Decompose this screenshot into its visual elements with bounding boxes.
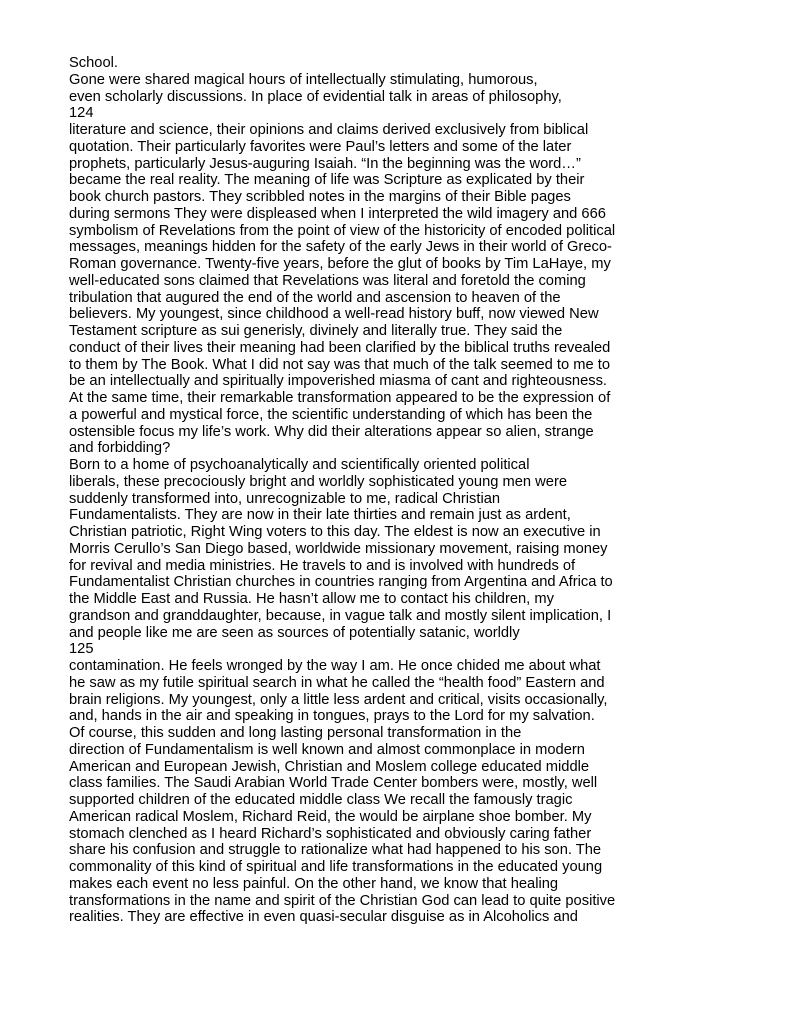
text-line: conduct of their lives their meaning had been clarified by the biblical truths revealed bbox=[69, 339, 611, 356]
text-line: School. bbox=[69, 55, 118, 71]
text-line: ostensible focus my life’s work. Why did their alterations appear so alien, strange bbox=[69, 423, 594, 440]
text-line: grandson and granddaughter, because, in vague talk and mostly silent implication, I bbox=[69, 607, 612, 624]
text-line: be an intellectually and spiritually impoverished miasma of cant and righteousness. bbox=[69, 373, 608, 390]
text-line: symbolism of Revelations from the point of view of the historicity of encoded political bbox=[69, 222, 616, 239]
text-line: Gone were shared magical hours of intellectually stimulating, humorous, bbox=[69, 71, 538, 88]
text-line: a powerful and mystical force, the scientific understanding of which has been the bbox=[69, 406, 593, 423]
text-line: American and European Jewish, Christian and Moslem college educated middle bbox=[69, 758, 590, 775]
text-line: Fundamentalists. They are now in their late thirties and remain just as ardent, bbox=[69, 507, 571, 524]
text-line: Morris Cerullo’s San Diego based, worldwide missionary movement, raising money bbox=[69, 540, 608, 557]
text-line: believers. My youngest, since childhood a well-read history buff, now viewed New bbox=[69, 306, 599, 323]
text-line: book church pastors. They scribbled notes in the margins of their Bible pages bbox=[69, 189, 571, 205]
text-line: Christian patriotic, Right Wing voters to this day. The eldest is now an executive in bbox=[69, 524, 601, 540]
text-line: transformations in the name and spirit of the Christian God can lead to quite positive bbox=[69, 892, 616, 909]
text-line: tribulation that augured the end of the world and ascension to heaven of the bbox=[69, 289, 561, 306]
text-line: for revival and media ministries. He travels to and is involved with hundreds of bbox=[69, 557, 576, 574]
text-line: and forbidding? bbox=[69, 440, 171, 457]
text-line: At the same time, their remarkable transformation appeared to be the expression of bbox=[69, 390, 611, 406]
text-line: 125 bbox=[69, 641, 94, 658]
text-line: messages, meanings hidden for the safety of the early Jews in their world of Greco- bbox=[69, 239, 612, 256]
text-line: Roman governance. Twenty-five years, before the glut of books by Tim LaHaye, my bbox=[69, 256, 611, 272]
text-line: became the real reality. The meaning of life was Scripture as explicated by their bbox=[69, 172, 585, 189]
text-line: suddenly transformed into, unrecognizable to me, radical Christian bbox=[69, 490, 501, 507]
text-line: and, hands in the air and speaking in tongues, prays to the Lord for my salvation. bbox=[69, 708, 595, 725]
text-line: brain religions. My youngest, only a little less ardent and critical, visits occasionally, bbox=[69, 691, 608, 708]
text-line: American radical Moslem, Richard Reid, the would be airplane shoe bomber. My bbox=[69, 808, 592, 825]
text-line: contamination. He feels wronged by the way I am. He once chided me about what bbox=[69, 658, 601, 674]
text-line: quotation. Their particularly favorites were Paul’s letters and some of the later bbox=[69, 138, 572, 155]
text-line: Testament scripture as sui generisly, divinely and literally true. They said the bbox=[69, 323, 563, 339]
text-line: supported children of the educated middle class We recall the famously tragic bbox=[69, 792, 573, 808]
text-line: to them by The Book. What I did not say was that much of the talk seemed to me to bbox=[69, 356, 610, 373]
text-line: literature and science, their opinions and claims derived exclusively from biblical bbox=[69, 122, 589, 138]
text-line: Born to a home of psychoanalytically and scientifically oriented political bbox=[69, 457, 530, 473]
text-line: he saw as my futile spiritual search in what he called the “health food” Eastern and bbox=[69, 674, 605, 691]
text-line: prophets, particularly Jesus-auguring Isaiah. “In the beginning was the word…” bbox=[69, 155, 581, 172]
text-line: commonality of this kind of spiritual and life transformations in the educated young bbox=[69, 859, 603, 875]
text-line: liberals, these precociously bright and worldly sophisticated young men were bbox=[69, 473, 568, 490]
text-line: class families. The Saudi Arabian World Trade Center bombers were, mostly, well bbox=[69, 775, 598, 792]
text-line: and people like me are seen as sources of potentially satanic, worldly bbox=[69, 624, 520, 641]
text-line: direction of Fundamentalism is well known and almost commonplace in modern bbox=[69, 741, 585, 758]
text-line: during sermons They were displeased when I interpreted the wild imagery and 666 bbox=[69, 205, 606, 222]
text-line: share his confusion and struggle to rationalize what had happened to his son. The bbox=[69, 842, 602, 859]
text-line: realities. They are effective in even quasi-secular disguise as in Alcoholics and bbox=[69, 909, 578, 926]
text-line: the Middle East and Russia. He hasn’t allow me to contact his children, my bbox=[69, 591, 554, 607]
text-line: Of course, this sudden and long lasting personal transformation in the bbox=[69, 725, 522, 741]
text-line: well-educated sons claimed that Revelations was literal and foretold the coming bbox=[69, 272, 586, 289]
text-line: makes each event no less painful. On the other hand, we know that healing bbox=[69, 875, 559, 892]
text-line: 124 bbox=[69, 105, 94, 122]
text-line: stomach clenched as I heard Richard’s sophisticated and obviously caring father bbox=[69, 825, 592, 842]
text-line: even scholarly discussions. In place of evidential talk in areas of philosophy, bbox=[69, 88, 562, 105]
text-line: Fundamentalist Christian churches in countries ranging from Argentina and Africa to bbox=[69, 574, 613, 591]
document-page bbox=[69, 55, 789, 926]
